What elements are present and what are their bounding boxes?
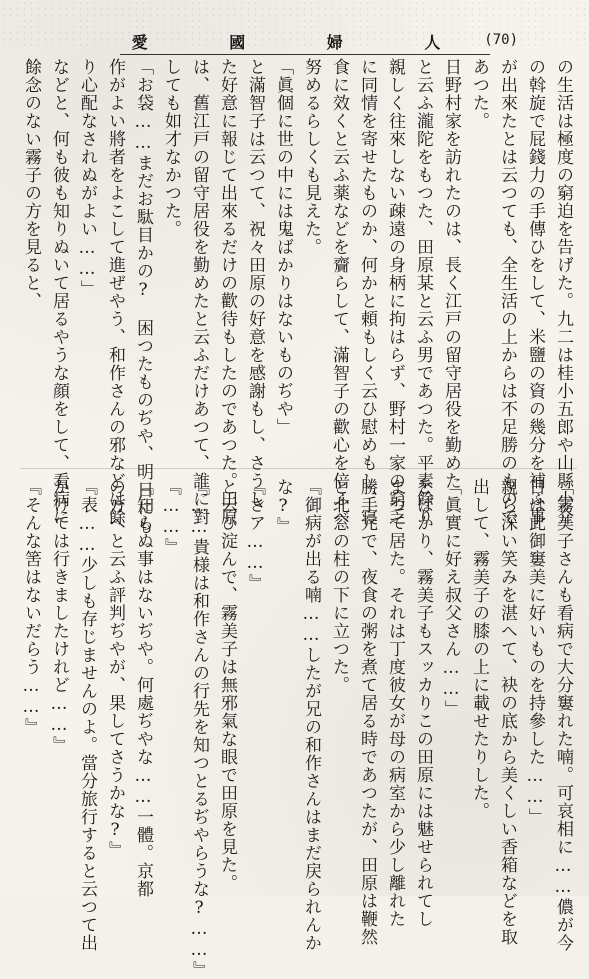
text-column: な?』 xyxy=(273,478,293,535)
text-column: 「眞實に好え叔父さん……」 xyxy=(441,478,461,718)
text-column: まつて居た。それは丁度彼女が母の病室から少し離れた xyxy=(385,478,405,928)
text-column: り心配なされぬがよい……」 xyxy=(77,58,97,298)
text-column: 『御病が出る喃……したが兄の和作さんはまだ戻られんか xyxy=(301,478,321,952)
text-column: 「お袋……まだお駄目かの? 困つたものぢや、明日にも xyxy=(133,58,153,535)
magazine-title: 愛 國 婦 人 xyxy=(131,33,479,52)
text-column: 食に效くと云ふ薬などを齎らして、滿智子の歡心を倍ふべ xyxy=(329,58,349,526)
text-column: た好意に報じて出來るだけの歡待もしたのであつた。田原 xyxy=(217,58,237,526)
text-column: の生活は極度の窮迫を告げた。九二は桂小五郎や山縣小介 xyxy=(553,58,573,526)
lower-text-block xyxy=(17,478,577,979)
text-column: あつた。 xyxy=(469,58,489,130)
text-column: かけては行きましたけれど……』 xyxy=(49,478,69,754)
section-divider xyxy=(20,468,577,469)
text-column: が出來たとは云つても、全生活の上からは不足勝のもので xyxy=(497,58,517,526)
text-column: に同情を寄せたものか、何かと頼もしく云ひ慰めもし、寝 xyxy=(357,58,377,526)
text-column: 『……貴様は和作さんの行先を知つとるぢやらうな?……』 xyxy=(189,478,209,979)
text-column: 『表……少しも存じませんのよ。當分旅行すると云つて出 xyxy=(77,478,97,952)
text-column: は、舊江戸の留守居役を勤めたと云ふだけあつて、誰に對 xyxy=(189,58,209,526)
text-column: 餘念のない霧子の方を見ると、 xyxy=(21,58,41,310)
page-number: (70) xyxy=(484,32,518,48)
running-header xyxy=(120,30,518,55)
text-column: と云ひ淀んで、霧美子は無邪氣な眼で田原を見た。 xyxy=(217,478,237,892)
text-column: と滿智子は云つて、祝々田原の好意を感謝もし、さうし xyxy=(245,58,265,508)
text-column: 努めるらしくも見えた。 xyxy=(301,58,321,256)
text-column: 『知らぬ事はないぢや。何處ぢやな……一體。京都 xyxy=(133,478,153,898)
text-column: の斡旋で屁錢力の手傳ひをして、米鹽の資の幾分を補ふ事 xyxy=(525,58,545,526)
text-column: 出して、霧美子の膝の上に載せたりした。 xyxy=(469,478,489,820)
text-column: などと、何も彼も知りぬいて居るやうな顔をして、看病に xyxy=(49,58,69,526)
text-column: 『……』 xyxy=(161,478,181,556)
text-column: 「霧美子さんも看病で大分窶れた喃。可哀相に……儂が今 xyxy=(553,478,573,952)
text-column: 作がよい將者をよこして進ぜやう、和作さんの邪などは餘 xyxy=(105,58,125,526)
text-column: 日は此御窶美に好いものを持參した……」 xyxy=(525,478,545,826)
text-column: とばかり、霧美子もスッカりこの田原には魅せられてし xyxy=(413,478,433,928)
text-column: 勝手元で、夜食の粥を煮て居る時であつたが、田原は鞭然 xyxy=(357,478,377,946)
text-column: 『さア……』 xyxy=(245,478,265,592)
text-column: 「眞個に世の中には鬼ばかりはないものぢや」 xyxy=(273,58,293,436)
text-column: 日野村家を訪れたのは、長く江戸の留守居役を勤めた xyxy=(441,58,461,490)
text-column: の方へと云ふ評判ぢやが、果してさうかな?』 xyxy=(105,478,125,859)
text-column: 親ら深い笑みを湛へて、袂の底から美くしい香箱などを取 xyxy=(497,478,517,946)
text-column: と北窓の柱の下に立つた。 xyxy=(329,478,349,694)
text-column: 『そんな筈はないだらう……』 xyxy=(21,478,41,736)
text-column: しても如才なかつた。 xyxy=(161,58,181,238)
text-column: 親しく往來しない疎遠の身柄に拘はらず、野村一家の窮乏 xyxy=(385,58,405,526)
text-column: と云ふ瀧陀をもつた、田原某と云ふ男であつた。平素餘り xyxy=(413,58,433,526)
